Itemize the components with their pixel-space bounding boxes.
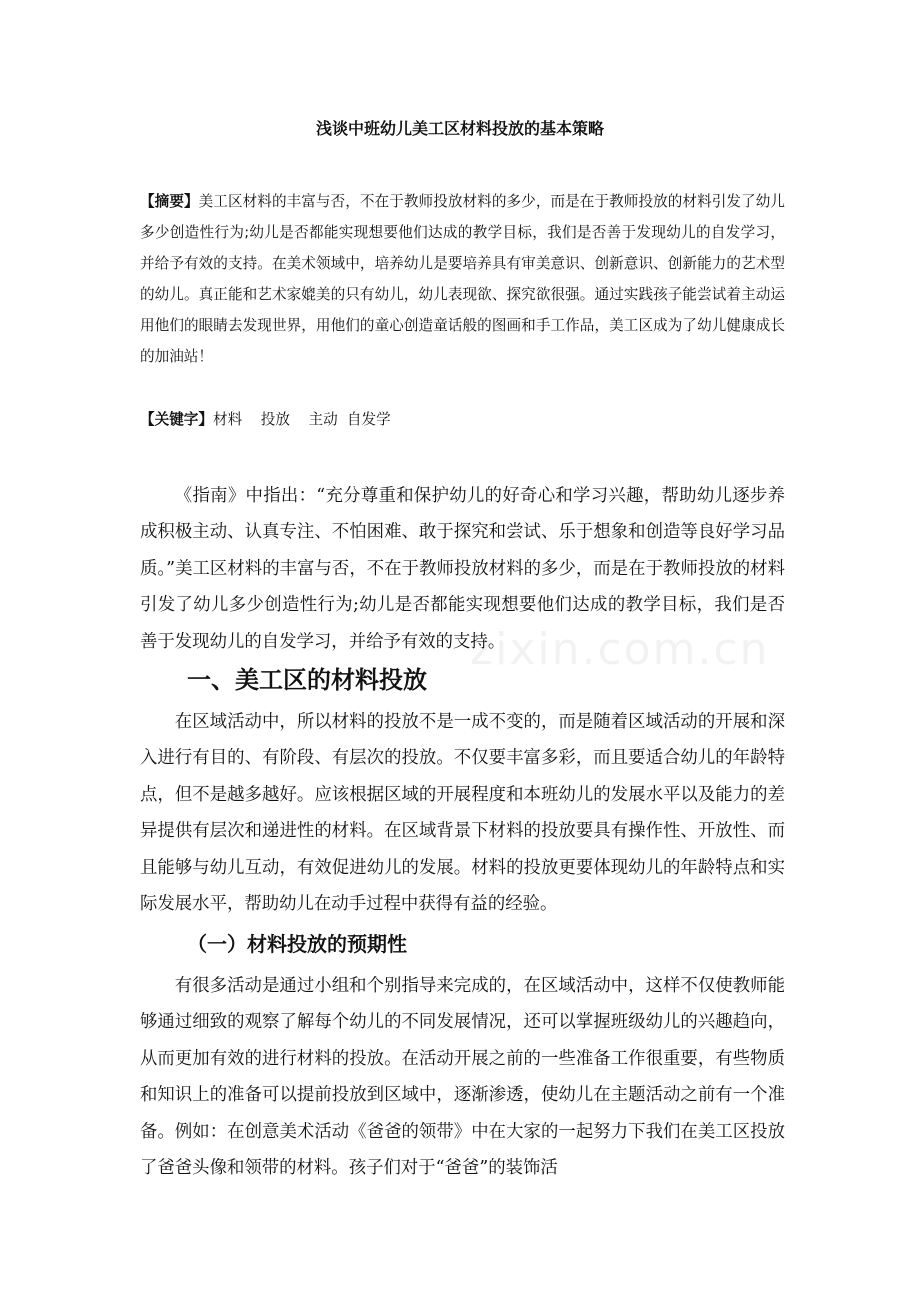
keywords-label: 【关键字】 — [140, 411, 213, 428]
abstract — [140, 186, 785, 372]
intro-paragraph: 《指南》中指出：“充分尊重和保护幼儿的好奇心和学习兴趣，帮助幼儿逐步养成积极主动、认真专注、不怕困难、敢于探究和尝试、乐于想象和创造等良好学习品质。”美工区材料的丰富与否，不在于教师投放材料的多少，而是在于教师投放的材料引发了幼儿多少创造性行为;幼儿是否都能实现想要他们达成的教学目标，我们是否善于发现幼儿的自发学习，并给予有效的支持。 — [140, 486, 785, 652]
abstract-text: 美工区材料的丰富与否，不在于教师投放材料的多少，而是在于教师投放的材料引发了幼儿多少创造性行为;幼儿是否都能实现想要他们达成的教学目标，我们是否善于发现幼儿的自发学习，并给予有效的支持。在美术领域中，培养幼儿是要培养具有审美意识、创新意识、创新能力的艺术型的幼儿。真正能和艺术家媲美的只有幼儿，幼儿表现欲、探究欲很强。通过实践孩子能尝试着主动运用他们的眼睛去发现世界，用他们的童心创造童话般的图画和手工作品，美工区成为了幼儿健康成长的加油站！ — [140, 193, 785, 365]
watermark: zixin.com.cn — [470, 624, 770, 675]
section-1-paragraph: 在区域活动中，所以材料的投放不是一成不变的，而是随着区域活动的开展和深入进行有目的、有阶段、有层次的投放。不仅要丰富多彩，而且要适合幼儿的年龄特点，但不是越多越好。应该根据区域的开展程度和本班幼儿的发展水平以及能力的差异提供有层次和递进性的材料。在区域背景下材料的投放要具有操作性、开放性、而且能够与幼儿互动，有效促进幼儿的发展。材料的投放更要体现幼儿的年龄特点和实际发展水平，帮助幼儿在动手过程中获得有益的经验。 — [140, 712, 785, 915]
section-heading-1: 一、美工区的材料投放 — [187, 666, 427, 694]
document-title: 浅谈中班幼儿美工区材料投放的基本策略 — [315, 119, 604, 138]
keywords-text: 材料 投放 主动 自发学 — [212, 411, 391, 428]
subsection-1-1-paragraph: 有很多活动是通过小组和个别指导来完成的，在区域活动中，这样不仅使教师能够通过细致的观察了解每个幼儿的不同发展情况，还可以掌握班级幼儿的兴趣趋向，从而更加有效的进行材料的投放。在活动开展之前的一些准备工作很重要，有些物质和知识上的准备可以提前投放到区域中，逐渐渗透，使幼儿在主题活动之前有一个准备。例如：在创意美术活动《爸爸的领带》中在大家的一起努力下我们在美工区投放了爸爸头像和领带的材料。孩子们对于“爸爸”的装饰活 — [140, 976, 785, 1179]
subsection-heading-1-1: （一）材料投放的预期性 — [187, 932, 407, 956]
keywords — [140, 404, 785, 435]
abstract-label: 【摘要】 — [140, 193, 199, 210]
